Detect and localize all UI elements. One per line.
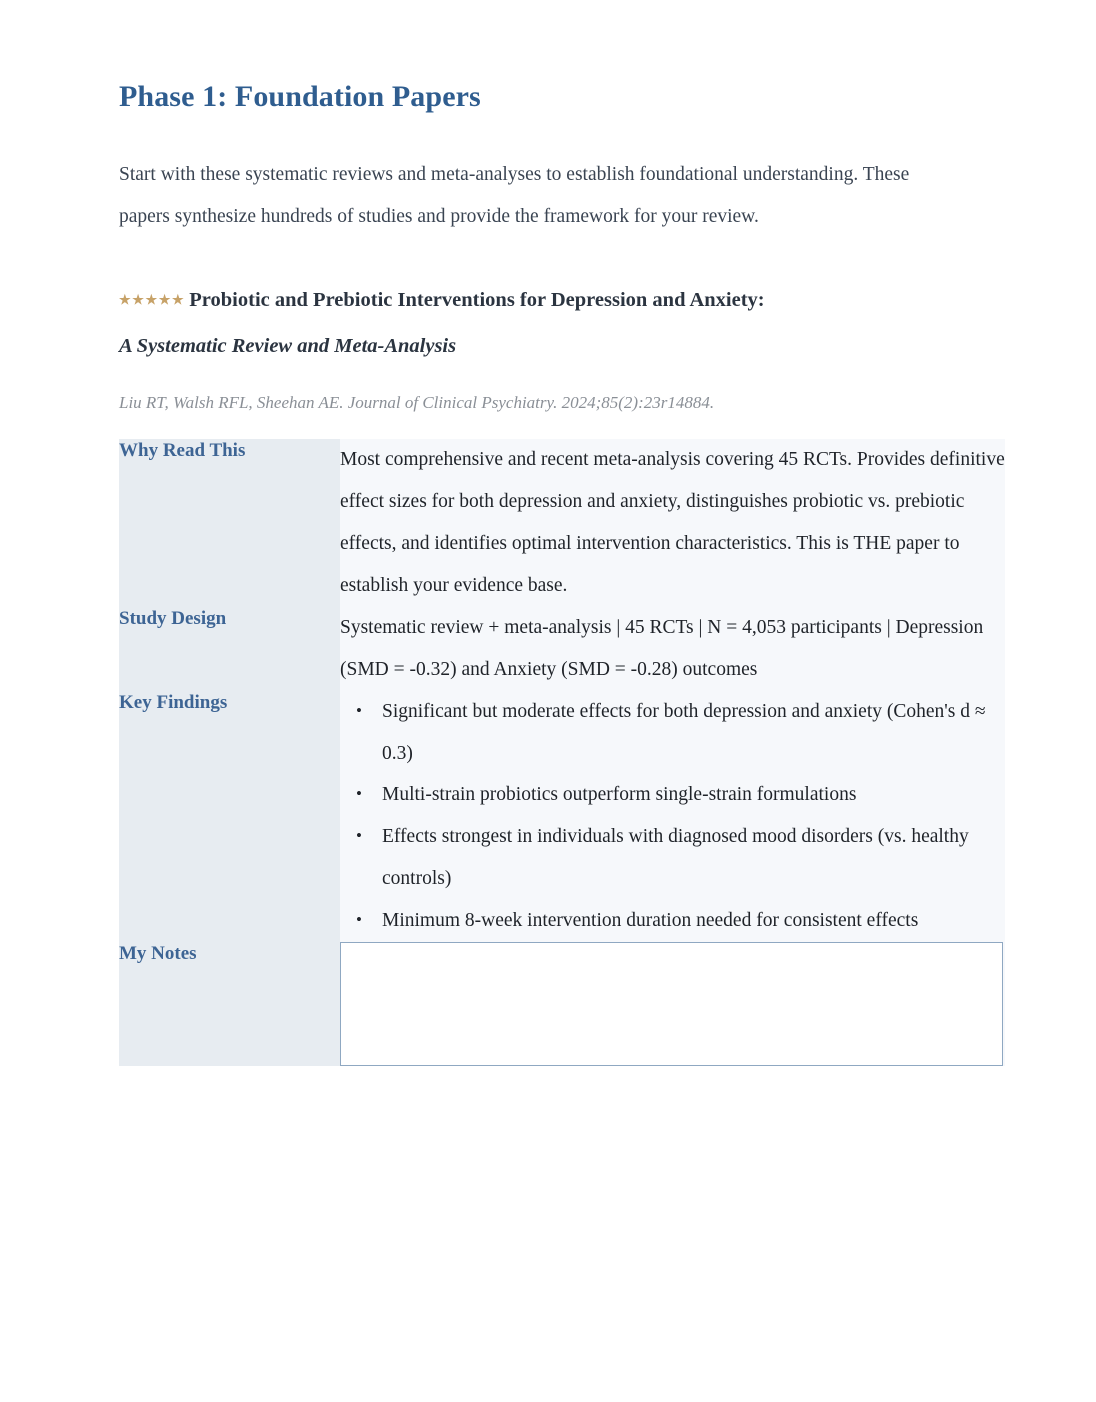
row-label-study-design: Study Design bbox=[119, 607, 227, 629]
why-read-this-text: Most comprehensive and recent meta-analysis covering 45 RCTs. Provides definitive effect sizes for both depression and anxiety, distinguishes probiotic vs. prebiotic effects, and identifies optimal intervention characteristics. This is THE paper to establish your evidence base. bbox=[340, 449, 1005, 596]
page-title: Phase 1: Foundation Papers bbox=[119, 80, 481, 113]
row-content-cell bbox=[340, 607, 1005, 691]
row-label-my-notes: My Notes bbox=[119, 943, 197, 965]
list-item: • Significant but moderate effects for both depression and anxiety (Cohen's d ≈ 0.3) bbox=[340, 691, 1005, 775]
row-label-cell bbox=[119, 607, 340, 691]
row-content-cell bbox=[340, 439, 1005, 607]
list-item: • Minimum 8-week intervention duration needed for consistent effects bbox=[340, 900, 1005, 942]
table-row-study-design bbox=[119, 607, 1005, 691]
section-intro-paragraph: Start with these systematic reviews and meta-analyses to establish foundational understanding. These papers synthesize hundreds of studies and provide the framework for your review. bbox=[119, 163, 910, 227]
table-row-why-read-this bbox=[119, 439, 1005, 607]
row-label-why-read-this: Why Read This bbox=[119, 440, 246, 462]
list-item: • Multi-strain probiotics outperform single-strain formulations bbox=[340, 774, 1005, 816]
star-rating-icon: ★★★★★ bbox=[119, 291, 186, 307]
row-content-cell bbox=[340, 691, 1005, 943]
list-item: • Effects strongest in individuals with diagnosed mood disorders (vs. healthy controls) bbox=[340, 816, 1005, 900]
row-label-cell bbox=[119, 439, 340, 607]
my-notes-textarea[interactable] bbox=[340, 942, 1003, 1066]
key-findings-list bbox=[340, 691, 1005, 943]
row-label-cell bbox=[119, 942, 340, 1066]
row-label-cell bbox=[119, 691, 340, 943]
table-row-my-notes bbox=[119, 942, 1005, 1066]
paper-heading bbox=[119, 239, 969, 370]
paper-detail-table bbox=[119, 439, 1005, 1066]
study-design-text: Systematic review + meta-analysis | 45 RCTs | N = 4,053 participants | Depression (SMD = -0.32) and Anxiety (SMD = -0.28) outcomes bbox=[340, 616, 984, 680]
row-label-key-findings: Key Findings bbox=[119, 691, 228, 713]
row-content-cell bbox=[340, 942, 1005, 1066]
paper-title-main: Probiotic and Prebiotic Interventions for Depression and Anxiety: bbox=[189, 288, 765, 311]
paper-citation: Liu RT, Walsh RFL, Sheehan AE. Journal of Clinical Psychiatry. 2024;85(2):23r14884. bbox=[119, 392, 715, 412]
paper-title-subtitle: A Systematic Review and Meta-Analysis bbox=[119, 335, 457, 358]
table-row-key-findings bbox=[119, 691, 1005, 943]
